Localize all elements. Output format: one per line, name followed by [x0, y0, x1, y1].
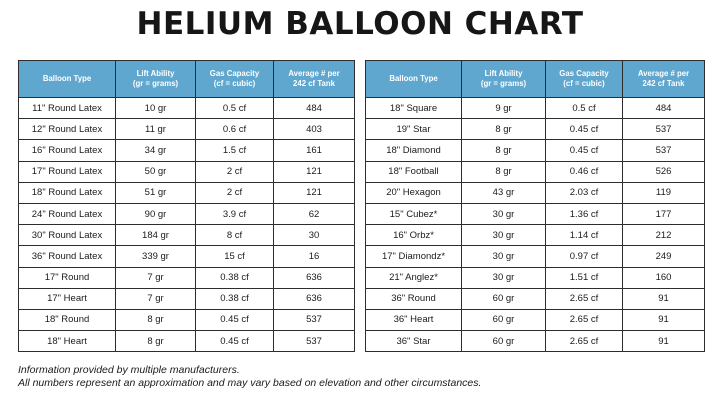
cell-balloon-type: 11" Round Latex [19, 98, 116, 119]
cell-lift-ability: 30 gr [462, 267, 546, 288]
table-row [19, 182, 355, 203]
cell-gas-capacity: 0.5 cf [546, 98, 623, 119]
cell-balloon-type: 18" Football [366, 161, 462, 182]
cell-average-per-tank: 636 [274, 267, 355, 288]
cell-average-per-tank: 177 [623, 203, 705, 224]
cell-gas-capacity: 1.36 cf [546, 203, 623, 224]
header-gas-capacity: Gas Capacity (cf = cubic) [546, 61, 623, 98]
table-row [19, 246, 355, 267]
cell-lift-ability: 34 gr [116, 140, 196, 161]
cell-gas-capacity: 2 cf [196, 182, 274, 203]
cell-lift-ability: 11 gr [116, 119, 196, 140]
cell-balloon-type: 30" Round Latex [19, 225, 116, 246]
cell-average-per-tank: 636 [274, 288, 355, 309]
table-row [19, 309, 355, 330]
table-row [366, 225, 705, 246]
header-balloon-type: Balloon Type [366, 61, 462, 98]
table-row [19, 203, 355, 224]
cell-gas-capacity: 0.46 cf [546, 161, 623, 182]
cell-balloon-type: 36" Round [366, 288, 462, 309]
cell-gas-capacity: 1.5 cf [196, 140, 274, 161]
cell-lift-ability: 10 gr [116, 98, 196, 119]
cell-lift-ability: 184 gr [116, 225, 196, 246]
cell-balloon-type: 16" Orbz* [366, 225, 462, 246]
left-balloon-table [18, 60, 355, 352]
cell-gas-capacity: 0.45 cf [196, 331, 274, 352]
cell-gas-capacity: 1.51 cf [546, 267, 623, 288]
cell-average-per-tank: 403 [274, 119, 355, 140]
cell-average-per-tank: 30 [274, 225, 355, 246]
cell-balloon-type: 17" Diamondz* [366, 246, 462, 267]
cell-gas-capacity: 3.9 cf [196, 203, 274, 224]
cell-average-per-tank: 537 [623, 119, 705, 140]
cell-average-per-tank: 91 [623, 309, 705, 330]
table-row [366, 288, 705, 309]
cell-average-per-tank: 161 [274, 140, 355, 161]
cell-average-per-tank: 121 [274, 182, 355, 203]
cell-lift-ability: 8 gr [462, 140, 546, 161]
cell-lift-ability: 60 gr [462, 331, 546, 352]
right-balloon-table [365, 60, 705, 352]
cell-balloon-type: 17" Round Latex [19, 161, 116, 182]
table-row [366, 140, 705, 161]
table-header-row [19, 61, 355, 98]
cell-lift-ability: 8 gr [462, 161, 546, 182]
cell-gas-capacity: 0.38 cf [196, 267, 274, 288]
header-lift-ability: Lift Ability (gr = grams) [116, 61, 196, 98]
cell-average-per-tank: 91 [623, 288, 705, 309]
cell-balloon-type: 36" Star [366, 331, 462, 352]
table-row [366, 267, 705, 288]
cell-average-per-tank: 537 [623, 140, 705, 161]
table-row [366, 119, 705, 140]
page-title: HELIUM BALLOON CHART [136, 6, 584, 42]
cell-gas-capacity: 15 cf [196, 246, 274, 267]
cell-average-per-tank: 212 [623, 225, 705, 246]
cell-gas-capacity: 0.38 cf [196, 288, 274, 309]
cell-balloon-type: 18" Diamond [366, 140, 462, 161]
table-row [19, 98, 355, 119]
cell-lift-ability: 51 gr [116, 182, 196, 203]
cell-gas-capacity: 1.14 cf [546, 225, 623, 246]
table-row [366, 98, 705, 119]
cell-balloon-type: 17" Round [19, 267, 116, 288]
cell-gas-capacity: 0.45 cf [546, 140, 623, 161]
table-row [19, 161, 355, 182]
cell-average-per-tank: 62 [274, 203, 355, 224]
cell-balloon-type: 20" Hexagon [366, 182, 462, 203]
cell-balloon-type: 15" Cubez* [366, 203, 462, 224]
cell-balloon-type: 12" Round Latex [19, 119, 116, 140]
cell-lift-ability: 43 gr [462, 182, 546, 203]
cell-lift-ability: 30 gr [462, 246, 546, 267]
footer-notes [18, 364, 481, 390]
cell-gas-capacity: 0.45 cf [196, 309, 274, 330]
table-header-row [366, 61, 705, 98]
cell-lift-ability: 8 gr [462, 119, 546, 140]
footer-note-sources: Information provided by multiple manufacturers. [18, 364, 240, 376]
cell-balloon-type: 18" Round [19, 309, 116, 330]
cell-gas-capacity: 8 cf [196, 225, 274, 246]
cell-balloon-type: 36" Heart [366, 309, 462, 330]
cell-balloon-type: 19" Star [366, 119, 462, 140]
cell-lift-ability: 339 gr [116, 246, 196, 267]
cell-average-per-tank: 121 [274, 161, 355, 182]
cell-lift-ability: 30 gr [462, 203, 546, 224]
header-gas-capacity: Gas Capacity (cf = cubic) [196, 61, 274, 98]
cell-gas-capacity: 2.03 cf [546, 182, 623, 203]
cell-gas-capacity: 2.65 cf [546, 288, 623, 309]
cell-lift-ability: 50 gr [116, 161, 196, 182]
table-row [19, 119, 355, 140]
cell-gas-capacity: 2.65 cf [546, 309, 623, 330]
cell-lift-ability: 9 gr [462, 98, 546, 119]
cell-balloon-type: 18" Heart [19, 331, 116, 352]
table-row [19, 140, 355, 161]
cell-average-per-tank: 119 [623, 182, 705, 203]
cell-average-per-tank: 526 [623, 161, 705, 182]
cell-gas-capacity: 0.6 cf [196, 119, 274, 140]
cell-average-per-tank: 91 [623, 331, 705, 352]
cell-balloon-type: 36" Round Latex [19, 246, 116, 267]
cell-lift-ability: 60 gr [462, 309, 546, 330]
cell-gas-capacity: 0.97 cf [546, 246, 623, 267]
header-average-per-tank: Average # per 242 cf Tank [623, 61, 705, 98]
header-balloon-type: Balloon Type [19, 61, 116, 98]
cell-lift-ability: 30 gr [462, 225, 546, 246]
table-row [366, 203, 705, 224]
cell-balloon-type: 17" Heart [19, 288, 116, 309]
cell-lift-ability: 8 gr [116, 331, 196, 352]
cell-lift-ability: 7 gr [116, 288, 196, 309]
cell-average-per-tank: 484 [274, 98, 355, 119]
cell-balloon-type: 18" Square [366, 98, 462, 119]
table-row [19, 331, 355, 352]
header-average-per-tank: Average # per 242 cf Tank [274, 61, 355, 98]
cell-balloon-type: 21" Anglez* [366, 267, 462, 288]
cell-lift-ability: 90 gr [116, 203, 196, 224]
cell-average-per-tank: 484 [623, 98, 705, 119]
cell-average-per-tank: 249 [623, 246, 705, 267]
table-row [366, 161, 705, 182]
cell-average-per-tank: 16 [274, 246, 355, 267]
table-row [19, 288, 355, 309]
table-row [366, 309, 705, 330]
cell-lift-ability: 60 gr [462, 288, 546, 309]
cell-gas-capacity: 0.45 cf [546, 119, 623, 140]
cell-average-per-tank: 537 [274, 309, 355, 330]
cell-gas-capacity: 2.65 cf [546, 331, 623, 352]
cell-gas-capacity: 2 cf [196, 161, 274, 182]
header-lift-ability: Lift Ability (gr = grams) [462, 61, 546, 98]
cell-balloon-type: 24" Round Latex [19, 203, 116, 224]
table-row [19, 225, 355, 246]
cell-lift-ability: 7 gr [116, 267, 196, 288]
table-row [366, 246, 705, 267]
table-row [19, 267, 355, 288]
table-row [366, 331, 705, 352]
cell-average-per-tank: 537 [274, 331, 355, 352]
cell-average-per-tank: 160 [623, 267, 705, 288]
cell-balloon-type: 18" Round Latex [19, 182, 116, 203]
table-row [366, 182, 705, 203]
footer-note-disclaimer: All numbers represent an approximation and may vary based on elevation and other circumstances. [18, 377, 482, 389]
cell-lift-ability: 8 gr [116, 309, 196, 330]
cell-balloon-type: 16" Round Latex [19, 140, 116, 161]
cell-gas-capacity: 0.5 cf [196, 98, 274, 119]
